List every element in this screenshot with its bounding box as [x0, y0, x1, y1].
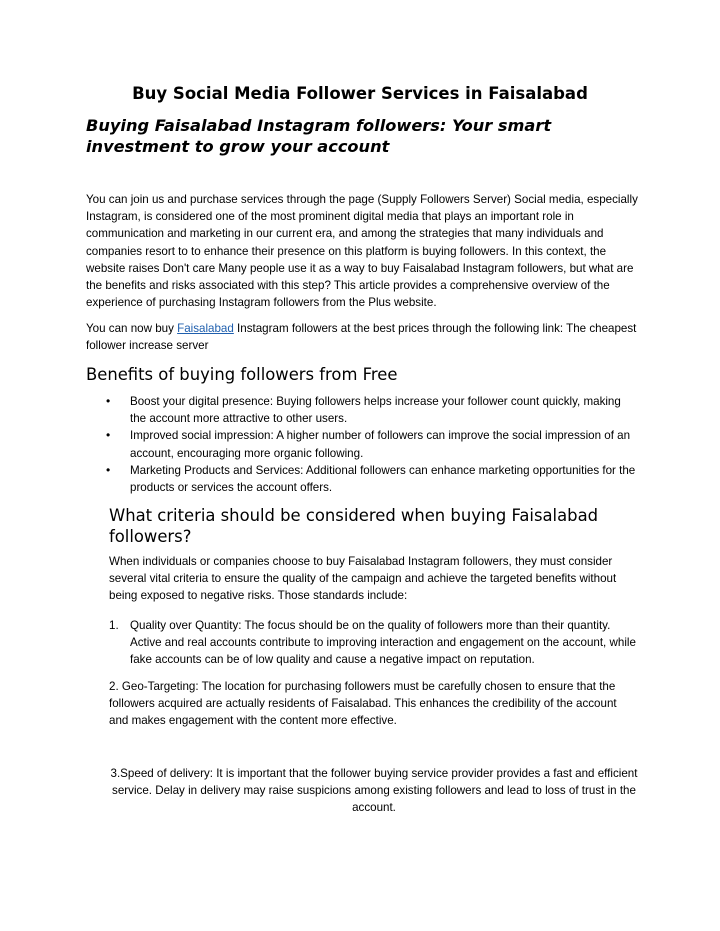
criteria-item-speed: 3.Speed of delivery: It is important that the follower buying service provider provides a fast and efficient service. Delay in delivery may raise suspicions among existing followers and lead to loss of trust in the account.: [110, 767, 638, 815]
list-item: [109, 617, 639, 669]
bullet-icon: •: [106, 394, 111, 408]
list-item: [86, 427, 638, 461]
benefits-heading: Benefits of buying followers from Free: [86, 365, 398, 384]
criteria-item-geo: 2. Geo-Targeting: The location for purchasing followers must be carefully chosen to ensure that the followers acquired are actually residents of Faisalabad. This enhances the credibility of the account and makes engagement with the content more effective.: [109, 680, 617, 728]
link-paragraph-after: Instagram followers at the best prices through the following link: The cheapest follower increase server: [86, 322, 637, 353]
criteria-intro: When individuals or companies choose to buy Faisalabad Instagram followers, they must consider several vital criteria to ensure the quality of the campaign and achieve the targeted benefits without being exposed to negative risks. Those standards include:: [109, 555, 617, 603]
criteria-list: [109, 617, 639, 669]
criteria-heading: What criteria should be considered when buying Faisalabad followers?: [109, 506, 599, 546]
list-item: [86, 462, 638, 496]
criteria-item-text: Quality over Quantity: The focus should be on the quality of followers more than their quantity. Active and real accounts contribute to improving interaction and engagement on the account, while fake accounts can be of low quality and cause a negative impact on reputation.: [130, 619, 636, 667]
intro-paragraph: You can join us and purchase services through the page (Supply Followers Server) Social media, especially Instagram, is considered one of the most prominent digital media that plays an important role in communication and marketing in our current era, and among the strategies that many individuals and companies resort to to enhance their presence on this platform is buying followers. In this context, the website raises Don't care Many people use it as a way to buy Faisalabad Instagram followers, but what are the benefits and risks associated with this step? This article provides a comprehensive overview of the experience of purchasing Instagram followers from the Plus website.: [86, 193, 638, 310]
page-title: Buy Social Media Follower Services in Faisalabad: [132, 84, 588, 103]
list-item: [86, 393, 638, 427]
bullet-text: Marketing Products and Services: Additional followers can enhance marketing opportunities for the products or services the account offers.: [130, 463, 636, 495]
bullet-icon: •: [106, 462, 111, 477]
link-paragraph: [86, 320, 638, 354]
list-number: 1.: [109, 619, 119, 632]
page-subtitle: Buying Faisalabad Instagram followers: Your smart investment to grow your account: [86, 116, 552, 156]
bullet-text: Boost your digital presence: Buying followers helps increase your follower count quickly, making the account more attractive to other users.: [130, 395, 621, 426]
bullet-icon: •: [106, 428, 111, 443]
benefits-list: [86, 393, 638, 496]
faisalabad-link[interactable]: Faisalabad: [177, 322, 234, 335]
link-paragraph-before: You can now buy: [86, 322, 178, 335]
bullet-text: Improved social impression: A higher number of followers can improve the social impression of an account, encouraging more organic following.: [130, 429, 631, 460]
